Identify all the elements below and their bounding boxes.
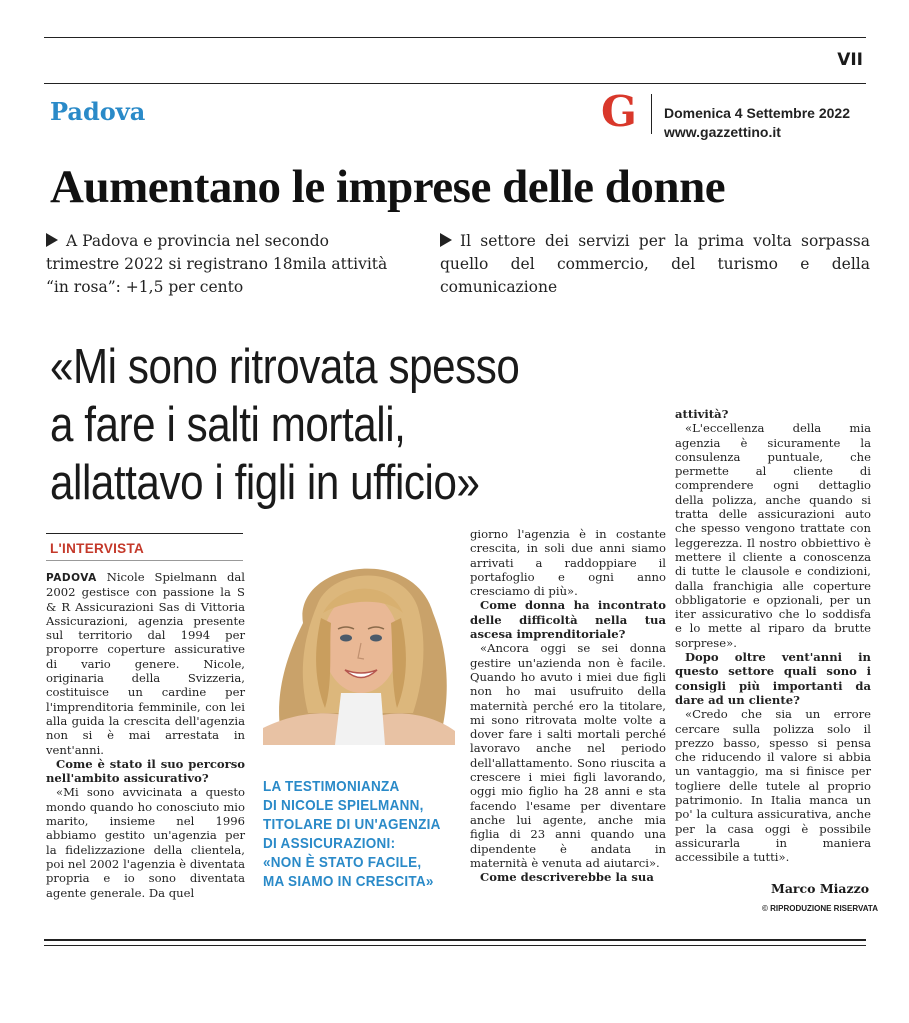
paragraph: «Credo che sia un errore cercare sulla polizza solo il prezzo basso, spesso si pensa che riducendo il valore si abbia un vantaggio, ma si finisce per togliere delle tutele al proprio patrimonio. In Italia manca un po' la cultura assicurativa, anche per la casa oggi è possibile assicurarla in maniera accessibile a tutti». <box>675 707 871 865</box>
question: Come è stato il suo percorso nell'ambito assicurativo? <box>46 756 245 786</box>
paragraph: «Ancora oggi se sei donna gestire un'azienda non è facile. Quando ho avuto i miei due figli non ho mai usufruito della maternità perché ero la titolare, mi sono ritrovata molte volte a dover fare i salti mortali perché lavoravo anche nel periodo dell'allattamento. Sono riuscita a crescere i miei figli lavorando, oggi mio figlio ha 28 anni e sta facendo l'esame per diventare anche lui agente, anche mia figlia di 23 anni quando una dipendente è andata in maternità è venuta ad aiutarci». <box>470 641 666 870</box>
question: Come descriverebbe la sua <box>480 870 654 885</box>
photo-caption <box>263 777 441 891</box>
question: Dopo oltre vent'anni in questo settore quali sono i consigli più importanti da dare ad un cliente? <box>675 650 871 707</box>
gazzettino-logo <box>601 88 641 132</box>
caption-line: DI NICOLE SPIELMANN, <box>263 797 424 814</box>
kicker-rule <box>46 533 243 534</box>
bottom-rule-1 <box>44 939 866 941</box>
top-rule <box>44 37 866 38</box>
logo-letter: G <box>601 88 637 132</box>
portrait-photo <box>263 543 455 745</box>
article-column-3 <box>675 407 871 865</box>
caption-line: LA TESTIMONIANZA <box>263 778 400 795</box>
caption-line: TITOLARE DI UN'AGENZIA <box>263 816 441 833</box>
bottom-rule-2 <box>44 945 866 946</box>
article-column-1 <box>46 570 245 900</box>
subhead-right-text: Il settore dei servizi per la prima volta sorpassa quello del commercio, del turismo e della comunicazione <box>440 232 870 296</box>
headline: Aumentano le imprese delle donne <box>50 161 726 213</box>
kicker: L'INTERVISTA <box>50 541 145 556</box>
subhead-left-text: A Padova e provincia nel secondo trimestre 2022 si registrano 18mila attività “in rosa”: +1,5 per cento <box>46 232 388 296</box>
paragraph: «L'eccellenza della mia agenzia è sicuramente la consulenza puntuale, che permette al cliente di comprendere ogni dettaglio della polizza, anche quando si tratta delle assicurazioni auto che spesso vengono trattate con leggerezza. Il nostro obbiettivo è mettere il cliente a conoscenza di tutte le clausole e condizioni, dalla franchigia alle coperture obbligatorie e opzionali, per un iter assicurativo che lo soddisfa e lo mette al riparo da brutte sorprese». <box>675 421 871 650</box>
pull-quote <box>50 338 519 512</box>
caption-line: «NON È STATO FACILE, <box>263 854 422 871</box>
quote-line: allattavo i figli in ufficio» <box>50 456 480 510</box>
section-title: Padova <box>50 97 146 126</box>
kicker-underline <box>46 560 243 561</box>
paragraph: «Mi sono avvicinata a questo mondo quando ho conosciuto mio marito, insieme nel 1996 abbiamo gestito un'agenzia per la fidelizzazione della clientela, poi nel 2002 l'agenzia è diventata propria e io sono diventata agente generale. Da quel <box>46 785 245 900</box>
dateline: PADOVA <box>46 572 97 584</box>
question: attività? <box>675 407 729 421</box>
question: Come donna ha incontrato delle difficoltà nella tua ascesa imprenditoriale? <box>470 598 666 642</box>
caption-line: MA SIAMO IN CRESCITA» <box>263 873 434 890</box>
article-column-2 <box>470 527 666 884</box>
website: www.gazzettino.it <box>664 124 781 140</box>
issue-date: Domenica 4 Settembre 2022 <box>664 105 850 121</box>
quote-line: «Mi sono ritrovata spesso <box>50 340 520 394</box>
copyright-note: © RIPRODUZIONE RISERVATA <box>762 904 878 913</box>
subhead-right <box>440 230 870 299</box>
paragraph: giorno l'agenzia è in costante crescita, in soli due anni siamo arrivati a raddoppiare il portafoglio e ogni anno cresciamo di più». <box>470 527 666 599</box>
author-signature: Marco Miazzo <box>771 881 870 896</box>
triangle-bullet-icon <box>46 233 58 247</box>
page-number: VII <box>837 50 863 70</box>
paragraph: Nicole Spielmann dal 2002 gestisce con passione la S & R Assicurazioni Sas di Vittoria Assicurazioni, agenzia presente sul territorio dal 1994 per proporre coperture assicurative di vario genere. Nicole, originaria della Svizzeria, costituisce un cardine per l'imprenditoria femminile, con lei alla guida la crescita dell'agenzia non si è mai arrestata in vent'anni. <box>46 570 245 757</box>
subhead-left <box>46 230 401 299</box>
triangle-bullet-icon <box>440 233 452 247</box>
masthead-info <box>664 104 850 142</box>
header-rule <box>44 83 866 84</box>
logo-divider <box>651 94 652 134</box>
quote-line: a fare i salti mortali, <box>50 398 406 452</box>
caption-line: DI ASSICURAZIONI: <box>263 835 396 852</box>
